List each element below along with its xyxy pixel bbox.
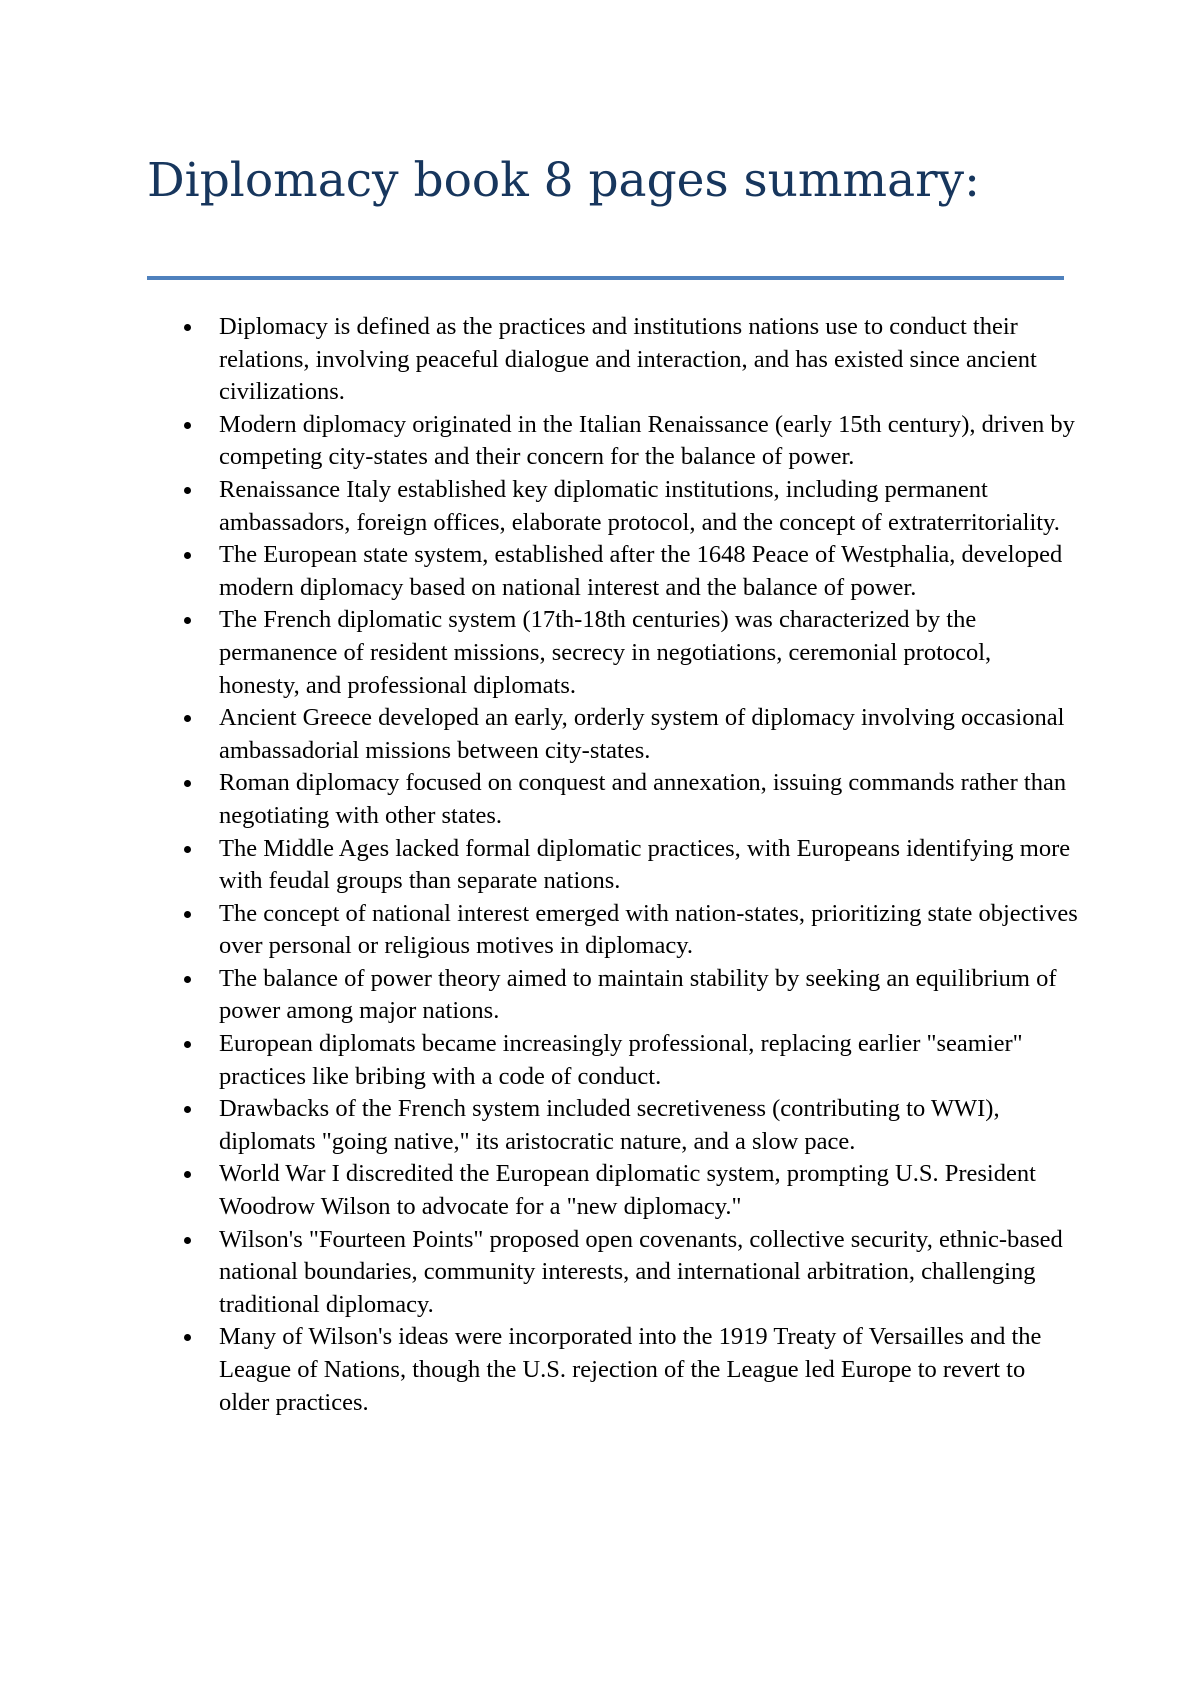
summary-bullet-list bbox=[178, 311, 1078, 1419]
list-item bbox=[178, 539, 1078, 604]
list-item bbox=[178, 767, 1078, 832]
list-item-text: Many of Wilson's ideas were incorporated into the 1919 Treaty of Versailles and the League of Nations, though the U.S. rejection of the League led Europe to revert to older practices. bbox=[219, 1323, 1042, 1416]
bullet-icon bbox=[184, 324, 191, 331]
list-item bbox=[178, 311, 1078, 409]
list-item bbox=[178, 604, 1078, 702]
document-title: Diplomacy book 8 pages summary: bbox=[147, 153, 980, 208]
list-item bbox=[178, 1093, 1078, 1158]
list-item-text: Drawbacks of the French system included secretiveness (contributing to WWI), diplomats "going native," its aristocratic nature, and a slow pace. bbox=[219, 1095, 1000, 1155]
bullet-icon bbox=[184, 422, 191, 429]
list-item-text: The concept of national interest emerged with nation-states, prioritizing state objectives over personal or religious motives in diplomacy. bbox=[219, 899, 1078, 960]
bullet-icon bbox=[184, 976, 191, 983]
bullet-icon bbox=[184, 617, 191, 624]
list-item-text: Ancient Greece developed an early, orderly system of diplomacy involving occasional ambassadorial missions between city-states. bbox=[219, 704, 1065, 764]
bullet-icon bbox=[184, 846, 191, 853]
list-item-text: The Middle Ages lacked formal diplomatic practices, with Europeans identifying more with feudal groups than separate nations. bbox=[219, 834, 1071, 895]
list-item bbox=[178, 1224, 1078, 1322]
list-item-text: Roman diplomacy focused on conquest and annexation, issuing commands rather than negotiating with other states. bbox=[219, 769, 1067, 829]
list-item-text: The balance of power theory aimed to maintain stability by seeking an equilibrium of power among major nations. bbox=[219, 964, 1057, 1025]
list-item-text: Diplomacy is defined as the practices and institutions nations use to conduct their relations, involving peaceful dialogue and interaction, and has existed since ancient civilizations. bbox=[219, 313, 1037, 406]
list-item-text: Wilson's "Fourteen Points" proposed open covenants, collective security, ethnic-based national boundaries, community interests, and international arbitration, challenging traditional diplomacy. bbox=[219, 1225, 1063, 1318]
list-item-text: The French diplomatic system (17th-18th centuries) was characterized by the permanence of resident missions, secrecy in negotiations, ceremonial protocol, honesty, and professional diplomats. bbox=[219, 606, 992, 699]
list-item-text: Renaissance Italy established key diplomatic institutions, including permanent ambassadors, foreign offices, elaborate protocol, and the concept of extraterritoriality. bbox=[219, 475, 1060, 536]
list-item-text: European diplomats became increasingly professional, replacing earlier "seamier" practices like bribing with a code of conduct. bbox=[219, 1030, 1023, 1090]
list-item bbox=[178, 409, 1078, 474]
bullet-icon bbox=[184, 1106, 191, 1113]
bullet-icon bbox=[184, 1237, 191, 1244]
list-item bbox=[178, 474, 1078, 539]
list-item-text: Modern diplomacy originated in the Italian Renaissance (early 15th century), driven by competing city-states and their concern for the balance of power. bbox=[219, 410, 1075, 471]
list-item-text: World War I discredited the European diplomatic system, prompting U.S. President Woodrow Wilson to advocate for a "new diplomacy." bbox=[219, 1160, 1036, 1221]
list-item bbox=[178, 1028, 1078, 1093]
list-item bbox=[178, 702, 1078, 767]
bullet-icon bbox=[184, 1041, 191, 1048]
list-item-text: The European state system, established after the 1648 Peace of Westphalia, developed modern diplomacy based on national interest and the balance of power. bbox=[219, 541, 1063, 601]
bullet-icon bbox=[184, 552, 191, 559]
list-item bbox=[178, 1158, 1078, 1223]
list-item bbox=[178, 833, 1078, 898]
title-underline-rule bbox=[147, 276, 1064, 280]
bullet-icon bbox=[184, 1334, 191, 1341]
bullet-icon bbox=[184, 780, 191, 787]
list-item bbox=[178, 898, 1078, 963]
bullet-icon bbox=[184, 911, 191, 918]
bullet-icon bbox=[184, 715, 191, 722]
list-item bbox=[178, 963, 1078, 1028]
bullet-icon bbox=[184, 487, 191, 494]
bullet-icon bbox=[184, 1171, 191, 1178]
list-item bbox=[178, 1321, 1078, 1419]
